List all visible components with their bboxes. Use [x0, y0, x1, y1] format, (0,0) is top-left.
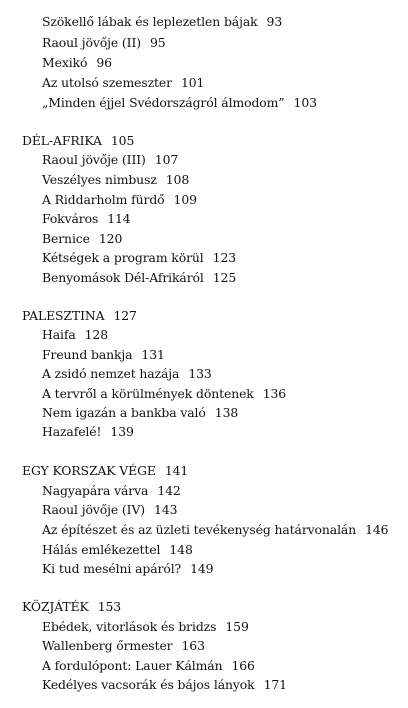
- toc-entry-page: 108: [165, 172, 190, 187]
- toc-entry-page: 103: [293, 95, 317, 110]
- toc-entry: [42, 172, 189, 188]
- toc-entry-title: Raoul jövője (IV): [42, 502, 146, 517]
- toc-section-heading: [22, 133, 134, 149]
- toc-entry-page: 146: [365, 522, 389, 537]
- toc-entry-page: 136: [262, 386, 287, 401]
- toc-entry-page: 125: [212, 270, 237, 285]
- toc-entry: [42, 386, 286, 402]
- toc-entry-title: A Riddarholm fürdő: [42, 192, 165, 207]
- toc-entry: [42, 250, 236, 266]
- toc-entry-title: A zsidó nemzet hazája: [42, 366, 180, 381]
- toc-entry-title: Szökellő lábak és leplezetlen bájak: [42, 14, 258, 29]
- toc-entry-page: 166: [231, 658, 255, 673]
- toc-entry-page: 107: [154, 152, 179, 167]
- toc-entry-title: Kedélyes vacsorák és bájos lányok: [42, 677, 255, 692]
- toc-entry-title: Wallenberg őrmester: [42, 638, 173, 653]
- toc-entry: [42, 192, 197, 208]
- toc-entry: [42, 483, 181, 499]
- toc-entry: [42, 424, 134, 440]
- toc-entry-title: Ebédek, vitorlások és bridzs: [42, 619, 217, 634]
- toc-entry-page: 109: [173, 192, 197, 207]
- toc-entry-page: 95: [149, 35, 166, 50]
- toc-section-heading: [22, 463, 188, 479]
- toc-entry: [42, 75, 204, 91]
- toc-entry-title: Kétségek a program körül: [42, 250, 204, 265]
- toc-entry-title: A fordulópont: Lauer Kálmán: [42, 658, 223, 673]
- toc-entry-page: 149: [190, 561, 214, 576]
- toc-entry-title: „Minden éjjel Svédországról álmodom”: [42, 95, 285, 110]
- section-heading-page: 141: [164, 463, 189, 478]
- toc-entry-page: 148: [169, 542, 193, 557]
- toc-entry-page: 142: [157, 483, 181, 498]
- toc-entry-title: Benyomások Dél-Afrikáról: [42, 270, 204, 285]
- toc-entry-title: Fokváros: [42, 211, 99, 226]
- toc-entry-title: Haifa: [42, 327, 76, 342]
- toc-entry: [42, 270, 236, 286]
- toc-entry-title: Nem igazán a bankba való: [42, 405, 206, 420]
- toc-entry-title: Bernice: [42, 231, 90, 246]
- toc-entry: [42, 327, 108, 343]
- toc-entry-page: 143: [154, 502, 178, 517]
- toc-entry-title: Veszélyes nimbusz: [42, 172, 157, 187]
- section-heading-title: PALESZTINA: [22, 308, 105, 323]
- toc-entry-title: Nagyapára várva: [42, 483, 149, 498]
- section-heading-page: 127: [113, 308, 137, 323]
- toc-entry-page: 139: [110, 424, 134, 439]
- toc-entry: [42, 502, 177, 518]
- section-heading-page: 153: [97, 599, 122, 614]
- toc-entry: [42, 95, 317, 111]
- toc-entry: [42, 619, 249, 635]
- toc-entry: [42, 152, 178, 168]
- section-heading-title: DÉL-AFRIKA: [22, 133, 102, 148]
- toc-entry-page: 159: [225, 619, 249, 634]
- toc-entry: [42, 347, 165, 363]
- toc-entry: [42, 35, 166, 51]
- toc-entry-page: 128: [84, 327, 108, 342]
- section-heading-page: 105: [110, 133, 135, 148]
- toc-entry-title: Az építészet és az üzleti tevékenység határvonalán: [42, 522, 357, 537]
- toc-entry: [42, 561, 213, 577]
- section-heading-title: KÖZJÁTÉK: [22, 599, 89, 614]
- toc-entry: [42, 638, 205, 654]
- section-heading-title: EGY KORSZAK VÉGE: [22, 463, 156, 478]
- toc-entry-page: 114: [107, 211, 131, 226]
- toc-entry: [42, 366, 212, 382]
- toc-entry-title: Mexikó: [42, 55, 88, 70]
- toc-entry-title: Hálás emlékezettel: [42, 542, 161, 557]
- toc-section-heading: [22, 599, 121, 615]
- toc-entry: [42, 522, 388, 538]
- toc-entry: [42, 677, 287, 693]
- toc-entry-page: 138: [214, 405, 239, 420]
- toc-entry: [42, 542, 193, 558]
- toc-entry-title: Freund bankja: [42, 347, 133, 362]
- toc-entry: [42, 211, 131, 227]
- toc-entry-title: Raoul jövője (II): [42, 35, 141, 50]
- toc-entry-title: Hazafelé!: [42, 424, 102, 439]
- toc-entry-page: 101: [180, 75, 205, 90]
- toc-entry-page: 163: [181, 638, 205, 653]
- toc-entry: [42, 658, 255, 674]
- toc-entry: [42, 231, 122, 247]
- toc-entry-page: 120: [98, 231, 123, 246]
- toc-entry-title: A tervről a körülmények döntenek: [42, 386, 254, 401]
- toc-entry-page: 93: [266, 14, 283, 29]
- toc-entry-title: Az utolsó szemeszter: [42, 75, 172, 90]
- toc-entry-page: 171: [263, 677, 287, 692]
- toc-entry-title: Ki tud mesélni apáról?: [42, 561, 182, 576]
- toc-entry-page: 123: [212, 250, 237, 265]
- toc-entry-page: 133: [188, 366, 212, 381]
- toc-entry: [42, 405, 238, 421]
- toc-section-heading: [22, 308, 137, 324]
- toc-entry-page: 96: [96, 55, 112, 70]
- toc-entry: [42, 55, 112, 71]
- toc-entry: [42, 14, 282, 30]
- toc-entry-page: 131: [141, 347, 165, 362]
- toc-entry-title: Raoul jövője (III): [42, 152, 146, 167]
